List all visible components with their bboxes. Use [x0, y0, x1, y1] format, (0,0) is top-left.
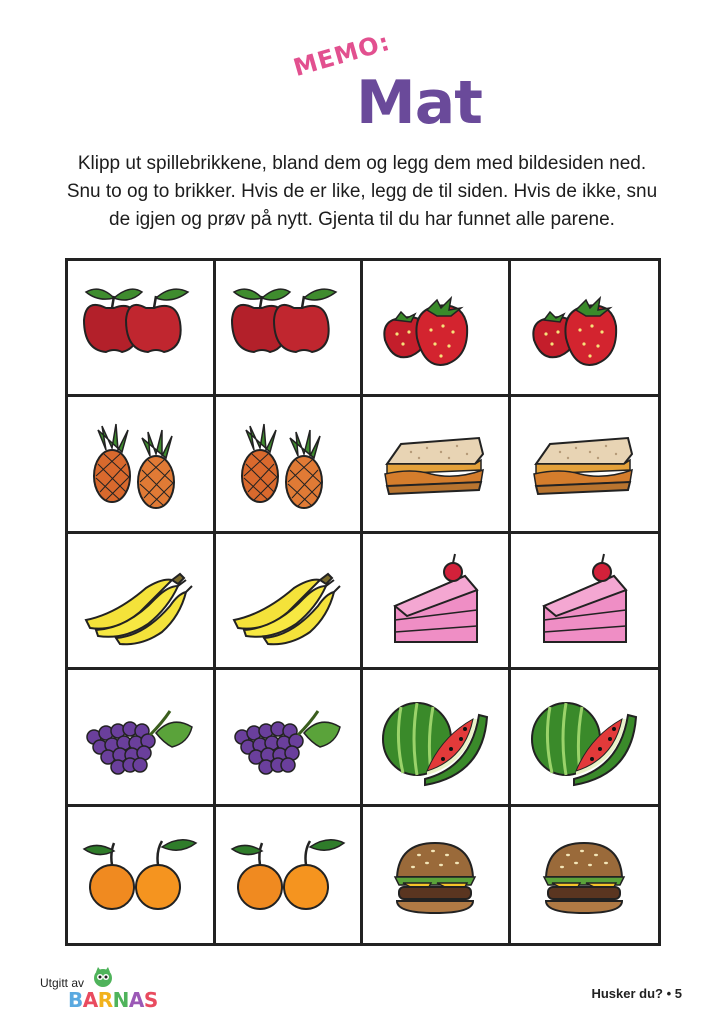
memory-card — [511, 670, 659, 806]
memory-card — [216, 670, 364, 806]
cake-slice-icon — [371, 550, 499, 650]
memory-card — [68, 807, 216, 943]
instruction-line: de igjen og prøv på nytt. Gjenta til du har funnet alle parene. — [109, 209, 615, 230]
memory-card — [216, 534, 364, 670]
memory-card — [68, 397, 216, 533]
burger-icon — [371, 825, 499, 925]
memory-card — [68, 670, 216, 806]
bananas-icon — [76, 550, 204, 650]
brand-wordmark — [68, 988, 158, 1012]
watermelon-icon — [520, 687, 648, 787]
memory-card — [216, 807, 364, 943]
brand-letter: A — [82, 988, 98, 1012]
apples-icon — [224, 278, 352, 378]
instruction-line: Klipp ut spillebrikkene, bland dem og legg dem med bildesiden ned. — [77, 153, 647, 174]
published-by-label: Utgitt av — [40, 976, 85, 990]
memory-card — [511, 397, 659, 533]
cake-slice-icon — [520, 550, 648, 650]
memory-card — [511, 534, 659, 670]
brand-letter: A — [128, 988, 144, 1012]
memory-card — [68, 261, 216, 397]
apples-icon — [76, 278, 204, 378]
sandwich-icon — [371, 414, 499, 514]
instructions — [30, 150, 694, 234]
memory-card — [363, 397, 511, 533]
memory-card — [216, 397, 364, 533]
brand-letter: R — [97, 988, 113, 1012]
page-title: Mat — [356, 68, 482, 138]
strawberries-icon — [371, 278, 499, 378]
memory-card — [511, 261, 659, 397]
pineapples-icon — [76, 414, 204, 514]
pineapples-icon — [224, 414, 352, 514]
instruction-line: Snu to og to brikker. Hvis de er like, legg de til siden. Hvis de ikke, snu — [66, 181, 658, 202]
watermelon-icon — [371, 687, 499, 787]
burger-icon — [520, 825, 648, 925]
mascot-icon — [92, 966, 114, 988]
strawberries-icon — [520, 278, 648, 378]
memo-label: MEMO: — [290, 27, 394, 82]
memory-card — [216, 261, 364, 397]
oranges-icon — [76, 825, 204, 925]
memory-card — [363, 534, 511, 670]
title-block — [0, 27, 724, 140]
memory-card — [68, 534, 216, 670]
publisher-logo — [40, 968, 180, 1012]
brand-letter: N — [112, 988, 129, 1012]
memory-card — [511, 807, 659, 943]
grapes-icon — [76, 687, 204, 787]
grapes-icon — [224, 687, 352, 787]
memory-card — [363, 807, 511, 943]
memory-card — [363, 261, 511, 397]
bananas-icon — [224, 550, 352, 650]
sandwich-icon — [520, 414, 648, 514]
memory-card — [363, 670, 511, 806]
brand-letter: B — [68, 988, 83, 1012]
brand-letter: S — [143, 988, 158, 1012]
page-label: Husker du? • 5 — [591, 986, 682, 1001]
memory-card-grid — [65, 258, 661, 946]
oranges-icon — [224, 825, 352, 925]
